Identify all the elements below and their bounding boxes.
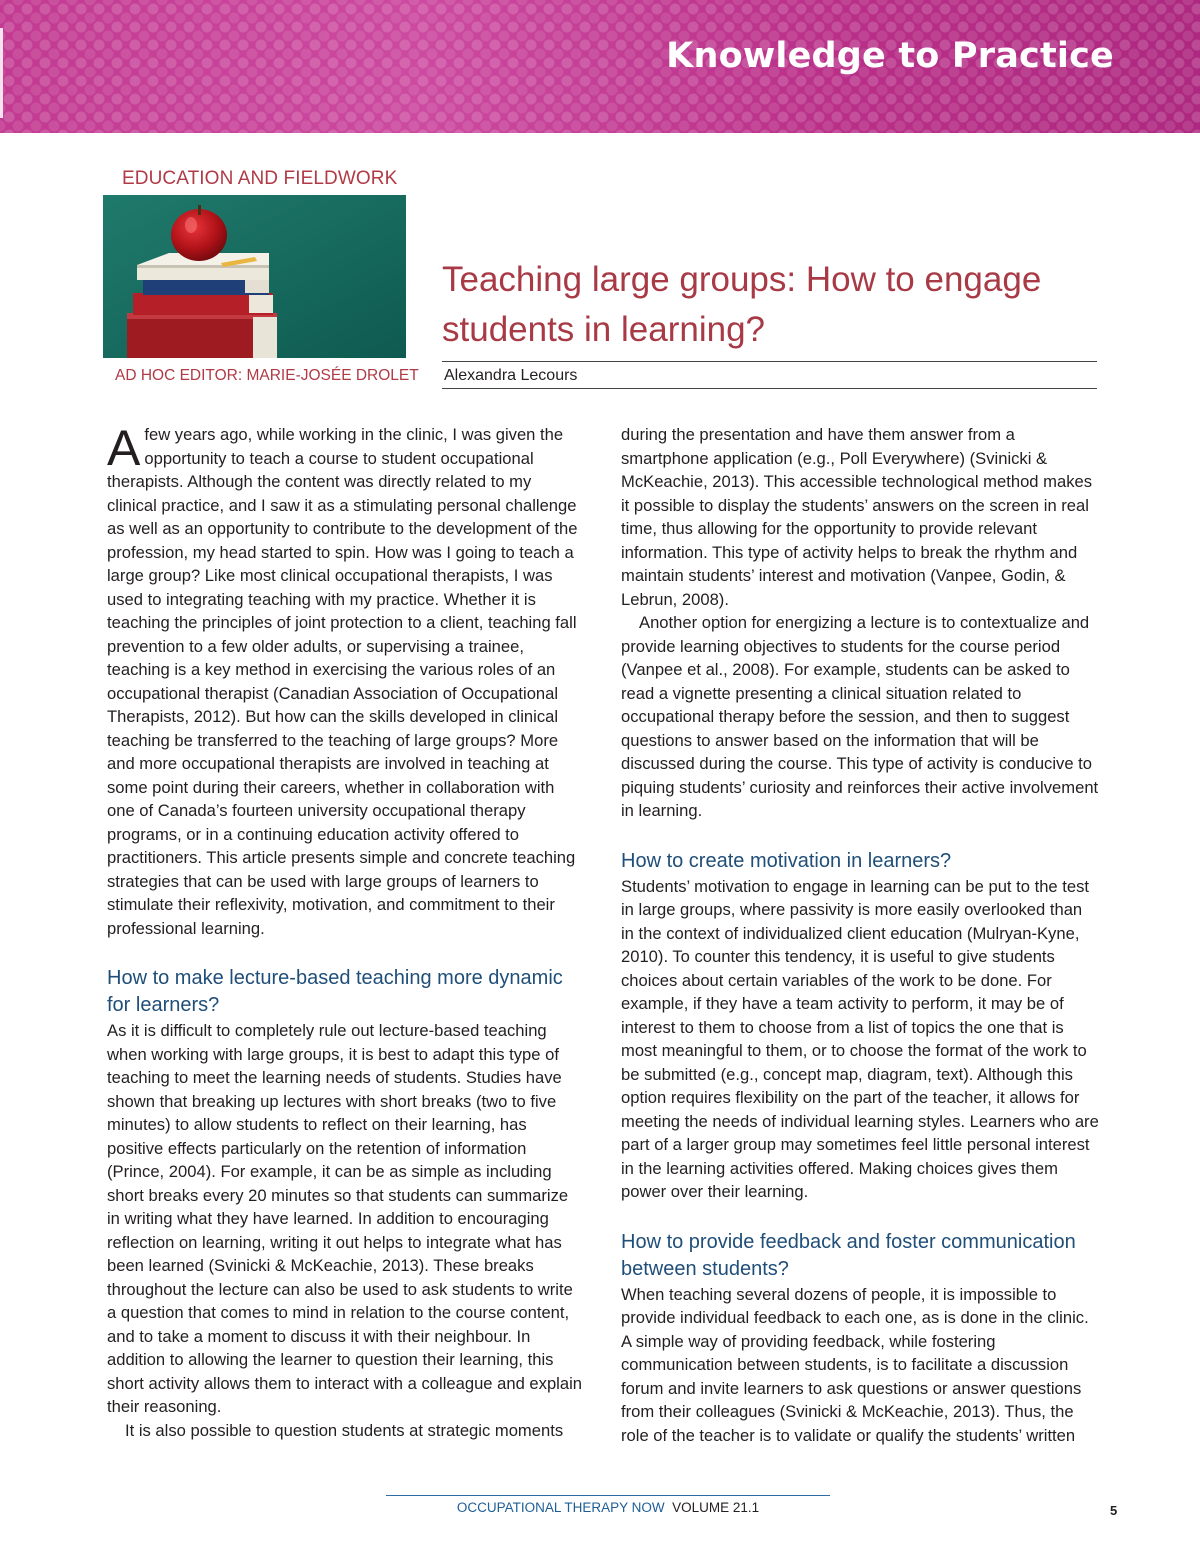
footer-publication: OCCUPATIONAL THERAPY NOW [456,1500,665,1515]
page-number: 5 [1110,1503,1118,1518]
right-column [621,423,1099,1447]
intro-paragraph [107,420,585,940]
paragraph-feedback: When teaching several dozens of people, it is impossible to provide individual feedback to each one, as is done in the clinic. A simple way of providing feedback, while fostering communication between students, is to facilitate a discussion forum and invite learners to ask questions or answer questions from their colleagues (Svinicki & McKeachie, 2013). Thus, the role of the teacher is to validate or qualify the students’ written [621,1284,1089,1445]
paragraph-motivation: Students’ motivation to engage in learning can be put to the test in large groups, where passivity is more easily overlooked than in the context of individualized client education (Mulryan-Kyne, 2010). To counter this tendency, it is useful to give students choices about certain variables of the work to be done. For example, if they have a team activity to perform, it may be of interest to them to choose from a list of topics the one that is most meaningful to them, or to choose the format of the work to be submitted (e.g., concept map, diagram, text). Although this option requires flexibility on the part of the teacher, it allows for meeting the needs of individual learning styles. Learners who are part of a larger group may sometimes feel little personal interest in the learning activities offered. Making choices gives them power over their learning. [621,876,1099,1201]
left-column [107,420,585,1442]
header-banner [0,0,1200,133]
heading-lecture-based: How to make lecture-based teaching more dynamic for learners? [107,967,563,1016]
heading-feedback: How to provide feedback and foster communication between students? [621,1230,1076,1280]
paragraph-contextualize: Another option for energizing a lecture is to contextualize and provide learning objectives to students for the course period (Vanpee et al., 2008). For example, students can be asked to read a vignette presenting a clinical situation related to occupational therapy before the session, and then to suggest questions to answer based on the information that will be discussed during the course. This type of activity is conducive to piquing students’ curiosity and reinforces their active involvement in learning. [621,613,1099,820]
apple-books-photo [103,195,406,358]
footer [0,1500,1200,1515]
title-rule-bottom [442,388,1097,389]
paragraph-lecture-breaks: As it is difficult to completely rule out lecture-based teaching when working with large groups, it is best to adapt this type of teaching to meet the learning needs of students. Studies have shown that breaking up lectures with short breaks (two to five minutes) to allow students to reflect on their learning, has positive effects particularly on the retention of information (Prince, 2004). For example, it can be as simple as including short breaks every 20 minutes so that students can summarize in writing what they have learned. In addition to encouraging reflection on learning, writing it out helps to integrate what has been learned (Svinicki & McKeachie, 2013). These breaks throughout the lecture can also be used to ask students to write a question that comes to mind in relation to the course content, and to take a moment to discuss it with their neighbour. In addition to allowing the learner to question their learning, this short activity allows them to interact with a colleague and explain their reasoning. [107,1021,583,1416]
editor-credit: AD HOC EDITOR: MARIE-JOSÉE DROLET [115,367,419,384]
footer-rule [386,1495,830,1496]
paragraph-question-cont: during the presentation and have them answer from a smartphone application (e.g., Poll Everywhere) (Svinicki & McKeachie, 2013). This accessible technological method makes it possible to display the students’ answers on the screen in real time, thus allowing for the opportunity to provide relevant information. This type of activity helps to break the rhythm and maintain students’ interest and motivation (Vanpee, Godin, & Lebrun, 2008). [621,425,1093,609]
article-title: Teaching large groups: How to engage students in learning? [442,260,1042,349]
footer-volume: VOLUME 21.1 [672,1500,760,1515]
banner-edge-accent [0,28,3,118]
author-name: Alexandra Lecours [444,367,578,384]
title-rule-top [442,361,1097,362]
intro-text: few years ago, while working in the clinic, I was given the opportunity to teach a course to student occupational therapists. Although the content was directly related to my clinical practice, and I saw it as a stimulating personal challenge as well as an opportunity to contribute to the development of the profession, my head started to spin. How was I going to teach a large group? Like most clinical occupational therapists, I was used to integrating teaching with my practice. Whether it is teaching the principles of joint protection to a client, teaching fall prevention to a few older adults, or supervising a trainee, teaching is a key method in exercising the various roles of an occupational therapist (Canadian Association of Occupational Therapists, 2012). But how can the skills developed in clinical teaching be transferred to the teaching of large groups? More and more occupational therapists are involved in teaching at some point during their careers, whether in collaboration with one of Canada’s fourteen university occupational therapy programs, or in a continuing education activity offered to practitioners. This article presents simple and concrete teaching strategies that can be used with large groups of learners to stimulate their reflexivity, motivation, and commitment to their professional learning. [107,425,578,938]
banner-title: Knowledge to Practice [666,36,1114,76]
section-label: EDUCATION AND FIELDWORK [122,168,398,189]
drop-cap: A [107,420,141,476]
paragraph-question-start: It is also possible to question students at strategic moments [125,1420,564,1440]
heading-motivation: How to create motivation in learners? [621,849,952,872]
